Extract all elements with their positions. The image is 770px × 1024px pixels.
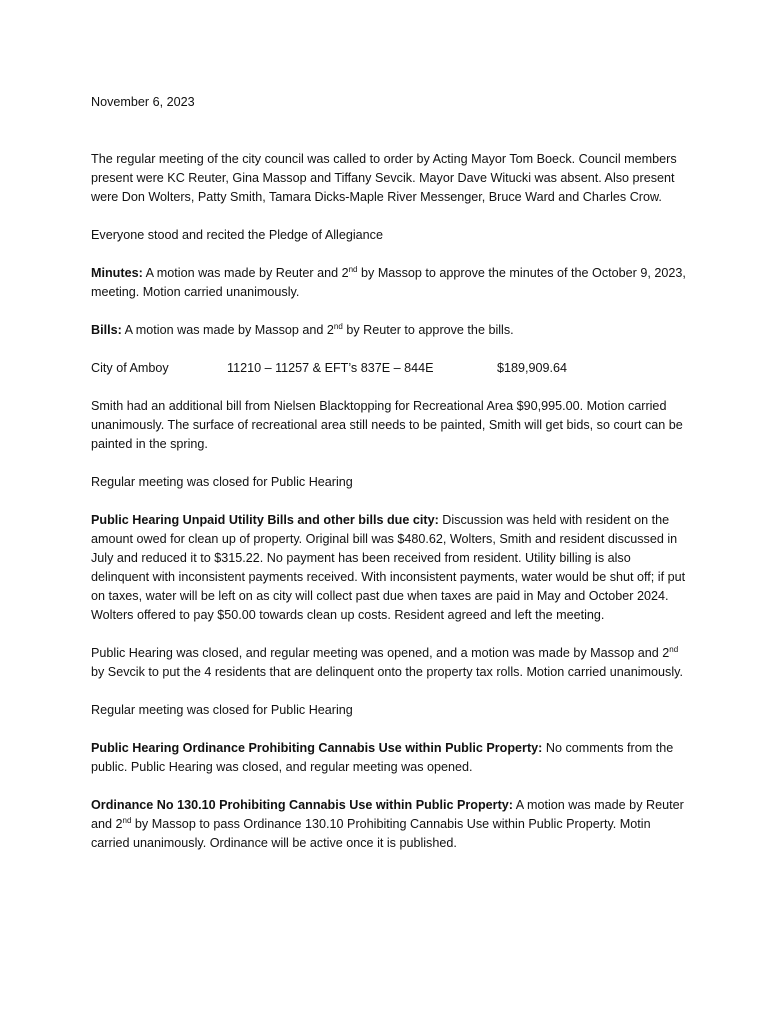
bills-summary-row — [91, 359, 691, 378]
hearing-cannabis-text: No comments from the public. Public Hearing was closed, and regular meeting was opened. — [91, 741, 674, 774]
minutes-text-a: A motion was made by Reuter and 2 — [142, 266, 349, 280]
ordinance-ordinal: nd — [122, 815, 132, 825]
ordinance-text-a: A motion was made by Reuter and 2 — [91, 798, 684, 831]
hearing-closed-text-b: by Sevcik to put the 4 residents that are delinquent onto the property tax rolls. Motion carried unanimously. — [91, 665, 683, 679]
bills-text-b: by Reuter to approve the bills. — [342, 323, 514, 337]
meeting-date: November 6, 2023 — [91, 95, 195, 109]
minutes-text-b: by Massop to approve the minutes of the October 9, 2023, meeting. Motion carried unanimously. — [91, 266, 686, 299]
ordinance-paragraph — [91, 796, 691, 853]
meeting-closed-notice-2: Regular meeting was closed for Public Hearing — [91, 703, 353, 717]
pledge-paragraph: Everyone stood and recited the Pledge of Allegiance — [91, 228, 383, 242]
minutes-paragraph — [91, 264, 691, 302]
bills-paragraph — [91, 321, 691, 340]
opening-paragraph: The regular meeting of the city council was called to order by Acting Mayor Tom Boeck. Council members present were KC Reuter, Gina Massop and Tiffany Sevcik. Mayor Dave Witucki was absent. Also present were Don Wolters, Patty Smith, Tamara Dicks-Maple River Messenger, Bruce Ward and Charles Crow. — [91, 152, 677, 204]
additional-bill-paragraph: Smith had an additional bill from Nielsen Blacktopping for Recreational Area $90,995.00. Motion carried unanimously. The surface of recreational area still needs to be painted, Smith will get bids, so court can be painted in the spring. — [91, 399, 683, 451]
minutes-heading: Minutes: — [91, 266, 143, 280]
ordinance-heading: Ordinance No 130.10 Prohibiting Cannabis Use within Public Property: — [91, 798, 513, 812]
bills-text-a: A motion was made by Massop and 2 — [121, 323, 334, 337]
bills-check-range: 11210 – 11257 & EFT’s 837E – 844E — [227, 361, 434, 375]
hearing-closed-text-a: Public Hearing was closed, and regular meeting was opened, and a motion was made by Massop and 2 — [91, 646, 670, 660]
hearing-cannabis-heading: Public Hearing Ordinance Prohibiting Cannabis Use within Public Property: — [91, 741, 543, 755]
meeting-closed-notice-1: Regular meeting was closed for Public Hearing — [91, 475, 353, 489]
hearing-utility-paragraph — [91, 511, 691, 625]
hearing-utility-heading: Public Hearing Unpaid Utility Bills and other bills due city: — [91, 513, 439, 527]
hearing-cannabis-paragraph — [91, 739, 691, 777]
hearing-closed-ordinal: nd — [669, 644, 679, 654]
document-page — [91, 93, 691, 872]
hearing-closed-paragraph — [91, 644, 691, 682]
bills-ordinal: nd — [333, 321, 343, 331]
bills-heading: Bills: — [91, 323, 122, 337]
minutes-ordinal: nd — [348, 264, 358, 274]
bills-payee: City of Amboy — [91, 361, 169, 375]
hearing-utility-text: Discussion was held with resident on the amount owed for clean up of property. Original bill was $480.62, Wolters, Smith and resident discussed in July and reduced it to $315.22. No payment has been received from resident. Utility billing is also delinquent with inconsistent payments received. With inconsistent payments, water would be shut off; if put on taxes, water will be left on as city will collect past due when taxes are paid in May and October 2024. Wolters offered to pay $50.00 towards clean up costs. Resident agreed and left the meeting. — [91, 513, 686, 622]
ordinance-text-b: by Massop to pass Ordinance 130.10 Prohibiting Cannabis Use within Public Property. Motin carried unanimously. Ordinance will be active once it is published. — [91, 817, 651, 850]
bills-amount: $189,909.64 — [497, 361, 568, 375]
